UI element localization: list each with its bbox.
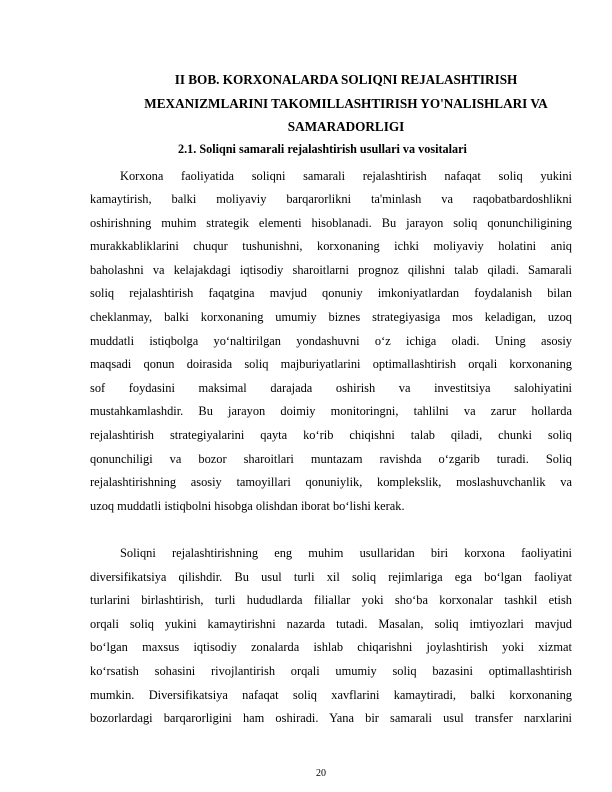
text-line: baholashni va kelajakdagi iqtisodiy sharoitlarni prognoz qilishni talab qiladi. Samarali — [90, 262, 572, 277]
text-line: turlarini birlashtirish, turli hududlarda filiallar yoki sho‘ba korxonalar tashkil etish — [90, 593, 572, 608]
text-line: Korxona faoliyatida soliqni samarali rejalashtirish nafaqat soliq yukini — [120, 168, 572, 183]
text-line: cheklanmay, balki korxonaning umumiy biznes strategiyasiga mos keladigan, uzoq — [90, 310, 572, 325]
text-line: orqali soliq yukini kamaytirishni nazarda tutadi. Masalan, soliq imtiyozlari mavjud — [90, 616, 572, 631]
text-line: kamaytirish, balki moliyaviy barqarorlikni ta'minlash va raqobatbardoshlikni — [90, 192, 572, 207]
chapter-heading-line-3: SAMARADORLIGI — [287, 119, 405, 134]
text-line: muddatli istiqbolga yo‘naltirilgan yondashuvni o‘z ichiga oladi. Uning asosiy — [90, 333, 572, 348]
text-line: uzoq muddatli istiqbolni hisobga olishdan iborat bo‘lishi kerak. — [90, 498, 405, 513]
paragraph-1 — [90, 165, 572, 519]
text-line: maqsadi qonun doirasida soliq majburiyatlarini optimallashtirish orqali korxonaning — [90, 357, 572, 372]
chapter-heading-line-1: II BOB. KORXONALARDA SOLIQNI REJALASHTIRISH — [174, 72, 518, 87]
text-line: rejalashtirishning asosiy tamoyillari qonuniylik, komplekslik, moslashuvchanlik va — [90, 475, 572, 490]
paragraph-2 — [90, 542, 572, 731]
section-title: 2.1. Soliqni samarali rejalashtirish usullari va vositalari — [178, 142, 467, 156]
text-line: bo‘lgan maxsus iqtisodiy zonalarda ishlab chiqarishni joylashtirish yoki xizmat — [90, 640, 572, 655]
text-line: rejalashtirish strategiyalarini qayta ko‘rib chiqishni talab qiladi, chunki soliq — [90, 428, 572, 443]
page-number: 20 — [316, 768, 326, 779]
text-line: sof foydasini maksimal darajada oshirish va investitsiya salohiyatini — [90, 380, 572, 395]
text-line: mustahkamlashdir. Bu jarayon doimiy monitoringni, tahlilni va zarur hollarda — [90, 404, 572, 419]
text-line: soliq rejalashtirish faqatgina mavjud qonuniy imkoniyatlardan foydalanish bilan — [90, 286, 572, 301]
text-line: Soliqni rejalashtirishning eng muhim usullaridan biri korxona faoliyatini — [120, 546, 572, 560]
text-line: qonunchiligi va bozor sharoitlari muntazam ravishda o‘zgarib turadi. Soliq — [90, 451, 572, 466]
text-line: oshirishning muhim strategik elementi hisoblanadi. Bu jarayon soliq qonunchiligining — [90, 215, 572, 230]
chapter-heading-line-2: MEXANIZMLARINI TAKOMILLASHTIRISH YO'NALISHLARI VA — [144, 95, 548, 111]
text-line: bozorlardagi barqarorligini ham oshiradi. Yana bir samarali usul transfer narxlarini — [90, 711, 572, 726]
text-line: murakkabliklarini chuqur tushunishni, korxonaning ichki moliyaviy holatini aniq — [90, 239, 572, 254]
text-line: ko‘rsatish sohasini rivojlantirish orqali umumiy soliq bazasini optimallashtirish — [90, 663, 572, 678]
text-line: mumkin. Diversifikatsiya nafaqat soliq xavflarini kamaytiradi, balki korxonaning — [90, 687, 572, 702]
text-line: diversifikatsiya qilishdir. Bu usul turli xil soliq rejimlariga ega bo‘lgan faoliyat — [90, 569, 572, 584]
